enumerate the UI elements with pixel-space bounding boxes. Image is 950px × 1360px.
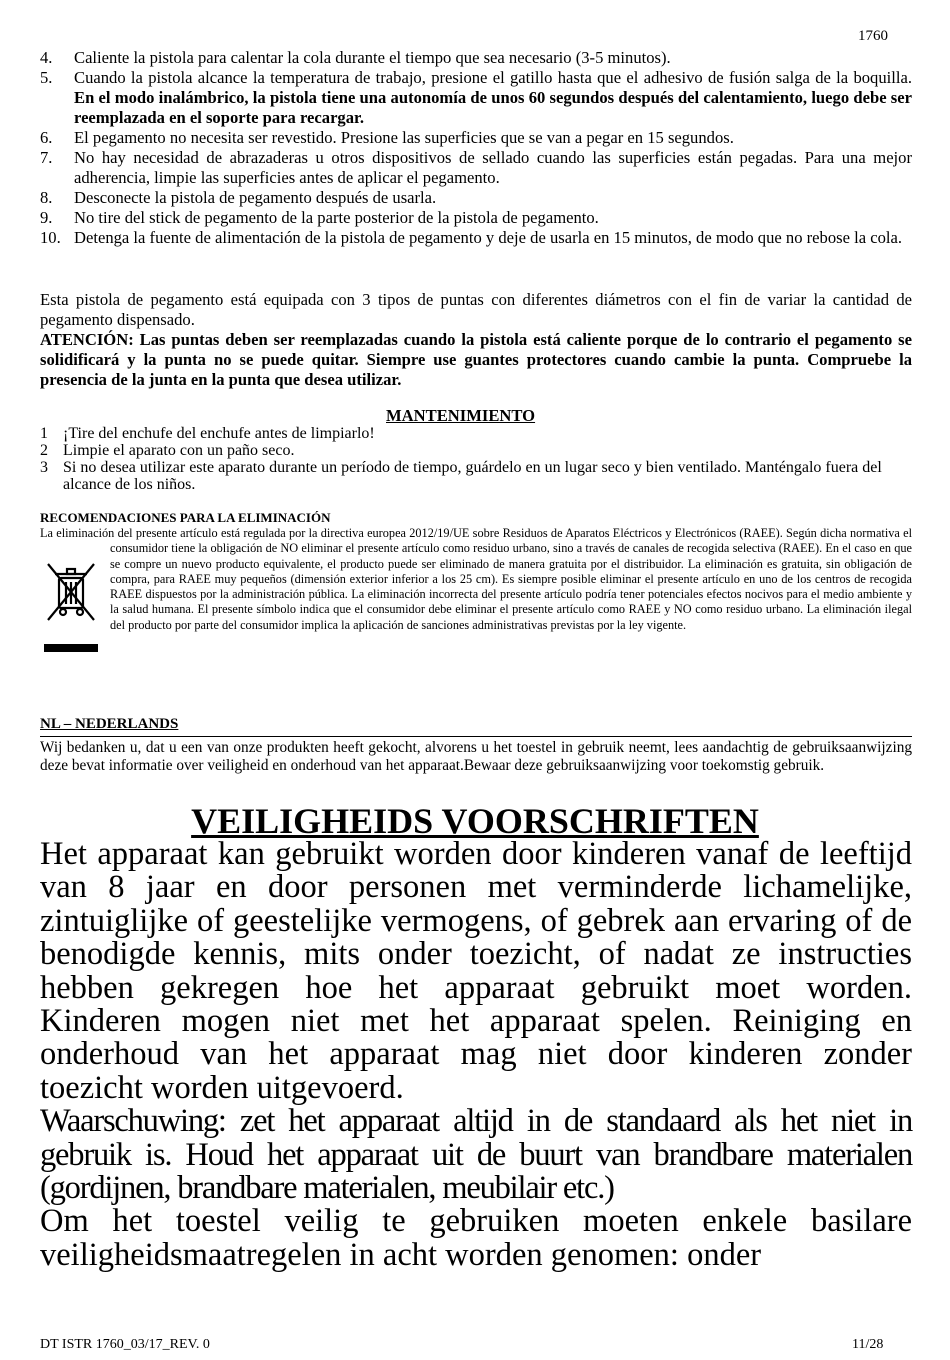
step-text: Detenga la fuente de alimentación de la pistola de pegamento y deje de usarla en 15 minutos, de modo que no rebose la cola. — [74, 228, 903, 247]
step-text: No tire del stick de pegamento de la parte posterior de la pistola de pegamento. — [74, 208, 599, 227]
maintenance-item — [40, 459, 912, 493]
maintenance-list — [40, 425, 912, 493]
maintenance-number: 1 — [40, 425, 48, 442]
step-number: 9. — [40, 208, 53, 227]
warning-paragraph: Waarschuwing: zet het apparaat altijd in de standaard als het niet in gebruik is. Houd het apparaat uit de buurt van brandbare materialen (gordijnen, brandbare materialen, meubilair etc.) — [40, 1103, 912, 1207]
language-section-heading: NL – NEDERLANDS — [40, 716, 179, 732]
attention-paragraph: ATENCIÓN: Las puntas deben ser reemplazadas cuando la pistola está caliente porque de lo contrario el pegamento se solidificará y la punta no se puede quitar. Siempre use guantes protectores cuando cambie la punta. Compruebe la presencia de la junta en la punta que desea utilizar. — [40, 330, 912, 389]
step-item — [40, 68, 912, 128]
safety-body — [40, 838, 912, 1272]
instruction-steps — [40, 48, 912, 248]
maintenance-title: MANTENIMIENTO — [386, 406, 536, 425]
page-number: 1760 — [858, 28, 888, 44]
document-reference: DT ISTR 1760_03/17_REV. 0 — [40, 1337, 210, 1352]
step-text: Cuando la pistola alcance la temperatura de trabajo, presione el gatillo hasta que el adhesivo de fusión salga de la boquilla. — [74, 68, 912, 87]
step-item — [40, 148, 912, 188]
step-number: 5. — [40, 68, 53, 87]
step-item — [40, 228, 912, 248]
step-item — [40, 128, 912, 148]
step-text: No hay necesidad de abrazaderas u otros dispositivos de sellado cuando las superficies están pegadas. Para una mejor adherencia, limpie las superficies antes de aplicar el pegamento. — [74, 148, 912, 187]
maintenance-number: 3 — [40, 459, 48, 476]
step-number: 6. — [40, 128, 53, 147]
step-bold-text: En el modo inalámbrico, la pistola tiene una autonomía de unos 60 segundos después del calentamiento, luego debe ser reemplazada en el soporte para recargar. — [74, 88, 912, 127]
section-divider — [40, 736, 912, 737]
step-item — [40, 48, 912, 68]
maintenance-text: ¡Tire del enchufe del enchufe antes de limpiarlo! — [63, 425, 375, 442]
maintenance-item — [40, 425, 912, 442]
safety-title-text: VEILIGHEIDS VOORSCHRIFTEN — [191, 801, 759, 841]
disposal-block — [40, 526, 912, 658]
step-number: 4. — [40, 48, 53, 67]
safety-paragraph: Om het toestel veilig te gebruiken moeten enkele basilare veiligheidsmaatregelen in acht worden genomen: onder — [40, 1203, 912, 1273]
step-number: 10. — [40, 228, 61, 247]
step-text: Caliente la pistola para calentar la cola durante el tiempo que sea necesario (3-5 minutos). — [74, 48, 671, 67]
page-indicator: 11/28 — [852, 1337, 884, 1352]
maintenance-text: Si no desea utilizar este aparato durante un período de tiempo, guárdelo en un lugar seco y bien ventilado. Manténgalo fuera del alcance de los niños. — [63, 459, 882, 493]
tips-paragraph: Esta pistola de pegamento está equipada con 3 tipos de puntas con diferentes diámetros con el fin de variar la cantidad de pegamento dispensado. — [40, 290, 912, 329]
disposal-text: La eliminación del presente artículo está regulada por la directiva europea 2012/19/UE sobre Residuos de Aparatos Eléctricos y Electrónicos (RAEE). Según dicha normativa el consumidor tiene la obligación de NO eliminar el presente artículo como residuo urbano, sino a través de canales de recogida selectiva (RAEE). En el caso en que se compre un nuevo producto equivalente, el producto puede ser eliminado de manera gratuita por el distribuidor. La eliminación es gratuita, sin obligación de compra, para RAEE muy pequeños (dimensión exterior inferior a los 25 cm). Es siempre posible eliminar el presente artículo en uno de los centros de recogida RAEE dispuestos por la administración pública. La eliminación incorrecta del presente artículo podría tener potenciales efectos nocivos para el medio ambiente y la salud humana. El presente símbolo indica que el consumidor debe eliminar el presente artículo como RAEE y NO como residuo urbano. La eliminación ilegal del producto por parte del consumidor implica la aplicación de sanciones administrativas previstas por la ley vigente. — [40, 526, 912, 632]
maintenance-number: 2 — [40, 442, 48, 459]
maintenance-item — [40, 442, 912, 459]
intro-paragraph: Wij bedanken u, dat u een van onze produkten heeft gekocht, alvorens u het toestel in gebruik neemt, lees aandachtig de gebruiksaanwijzing deze bevat informatie over veiligheid en onderhoud van het apparaat.Bewaar deze gebruiksaanwijzing voor toekomstig gebruik. — [40, 739, 912, 774]
step-number: 7. — [40, 148, 53, 167]
disposal-title: RECOMENDACIONES PARA LA ELIMINACIÓN — [40, 510, 331, 525]
maintenance-text: Limpie el aparato con un paño seco. — [63, 442, 295, 459]
step-number: 8. — [40, 188, 53, 207]
step-item — [40, 188, 912, 208]
step-text: Desconecte la pistola de pegamento después de usarla. — [74, 188, 437, 207]
safety-paragraph: Het apparaat kan gebruikt worden door kinderen vanaf de leeftijd van 8 jaar en door personen met verminderde lichamelijke, zintuiglijke of geestelijke vermogens, of gebrek aan ervaring of de benodigde kennis, mits onder toezicht, of nadat ze instructies hebben gekregen hoe het apparaat gebruikt moet worden. Kinderen mogen niet met het apparaat spelen. Reiniging en onderhoud van het apparaat mag niet door kinderen zonder toezicht worden uitgevoerd. — [40, 836, 912, 1106]
step-text: El pegamento no necesita ser revestido. Presione las superficies que se van a pegar en 15 segundos. — [74, 128, 734, 147]
step-item — [40, 208, 912, 228]
weee-crossed-bin-icon — [40, 558, 102, 658]
